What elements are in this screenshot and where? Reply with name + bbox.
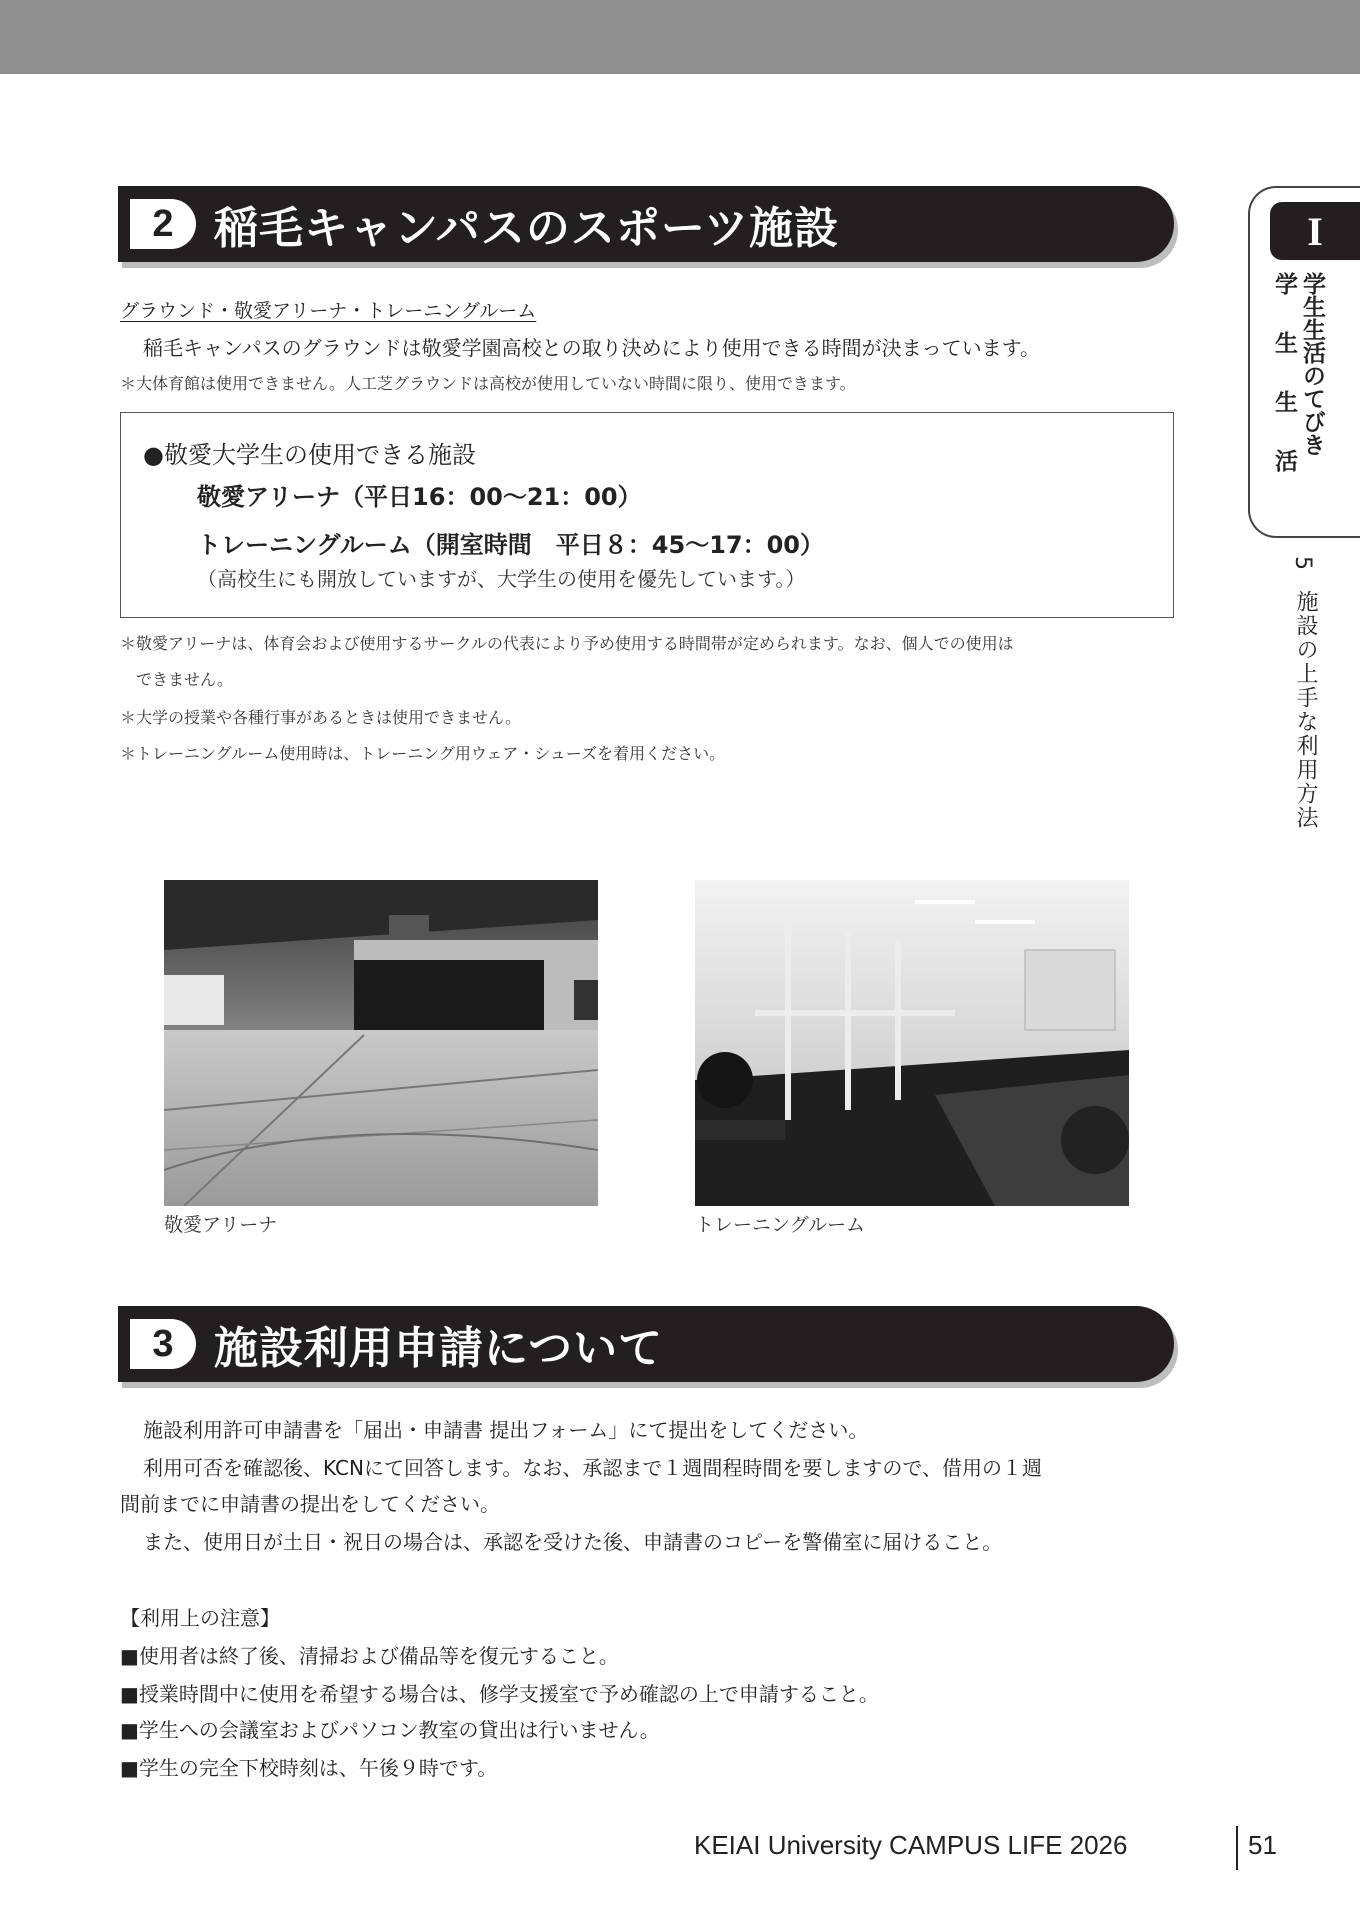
section-3-number: 3: [130, 1319, 196, 1369]
section-2-title: 稲毛キャンパスのスポーツ施設: [214, 203, 840, 254]
section-2-header: [118, 186, 1174, 262]
top-band: [0, 0, 1360, 74]
note-arena-2: できません。: [120, 670, 233, 689]
footer-publication: KEIAI University CAMPUS LIFE 2026: [694, 1830, 1128, 1860]
application-paragraph-1: 施設利用許可申請書を「届出・申請書 提出フォーム」にて提出をしてください。: [143, 1418, 869, 1442]
facilities-subheading: グラウンド・敬愛アリーナ・トレーニングルーム: [120, 300, 537, 322]
application-paragraph-2: 利用可否を確認後、KCNにて回答します。なお、承認まで１週間程時間を要しますので、借用の１週: [143, 1456, 1042, 1480]
training-room-photo: [695, 880, 1129, 1206]
training-room-caption: トレーニングルーム: [695, 1214, 866, 1236]
side-tab-label-a: 学生生活のてびき: [1299, 272, 1325, 456]
note-wear: ＊トレーニングルーム使用時は、トレーニング用ウェア・シューズを着用ください。: [120, 744, 726, 763]
facility-box-heading: ●敬愛大学生の使用できる施設: [143, 441, 476, 469]
intro-paragraph: 稲毛キャンパスのグラウンドは敬愛学園高校との取り決めにより使用できる時間が決まっています。: [143, 336, 1040, 360]
intro-note: ＊大体育館は使用できません。人工芝グラウンドは高校が使用していない時間に限り、使用できます。: [120, 374, 856, 393]
chapter-number: 5: [1290, 556, 1315, 570]
section-2-number: 2: [130, 199, 196, 249]
facility-box: [120, 412, 1174, 618]
application-paragraph-2-cont: 間前までに申請書の提出をしてください。: [120, 1492, 500, 1516]
side-tab-label-b: 学生生活: [1271, 272, 1297, 508]
caution-item: ■学生への会議室およびパソコン教室の貸出は行いません。: [120, 1718, 660, 1742]
section-3-title: 施設利用申請について: [214, 1323, 664, 1374]
note-arena-1: ＊敬愛アリーナは、体育会および使用するサークルの代表により予め使用する時間帯が定められます。なお、個人での使用は: [120, 634, 1014, 653]
chapter-roman-numeral: I: [1270, 202, 1360, 260]
caution-item: ■学生の完全下校時刻は、午後９時です。: [120, 1756, 498, 1780]
chapter-title: 施設の上手な利用方法: [1293, 590, 1318, 830]
footer-separator: [1236, 1826, 1238, 1870]
caution-heading: 【利用上の注意】: [120, 1606, 280, 1630]
caution-item: ■授業時間中に使用を希望する場合は、修学支援室で予め確認の上で申請すること。: [120, 1682, 879, 1706]
caution-item: ■使用者は終了後、清掃および備品等を復元すること。: [120, 1644, 619, 1668]
page-number: 51: [1248, 1830, 1277, 1860]
section-3-header: [118, 1306, 1174, 1382]
application-paragraph-3: また、使用日が土日・祝日の場合は、承認を受けた後、申請書のコピーを警備室に届けること。: [143, 1530, 1003, 1554]
note-classes: ＊大学の授業や各種行事があるときは使用できません。: [120, 708, 521, 727]
facility-training-note: （高校生にも開放していますが、大学生の使用を優先しています。）: [197, 567, 806, 591]
facility-training-hours: トレーニングルーム（開室時間 平日８：45〜17：00）: [197, 531, 824, 559]
arena-caption: 敬愛アリーナ: [164, 1214, 278, 1236]
facility-arena-hours: 敬愛アリーナ（平日16：00〜21：00）: [197, 483, 642, 511]
arena-photo: [164, 880, 598, 1206]
